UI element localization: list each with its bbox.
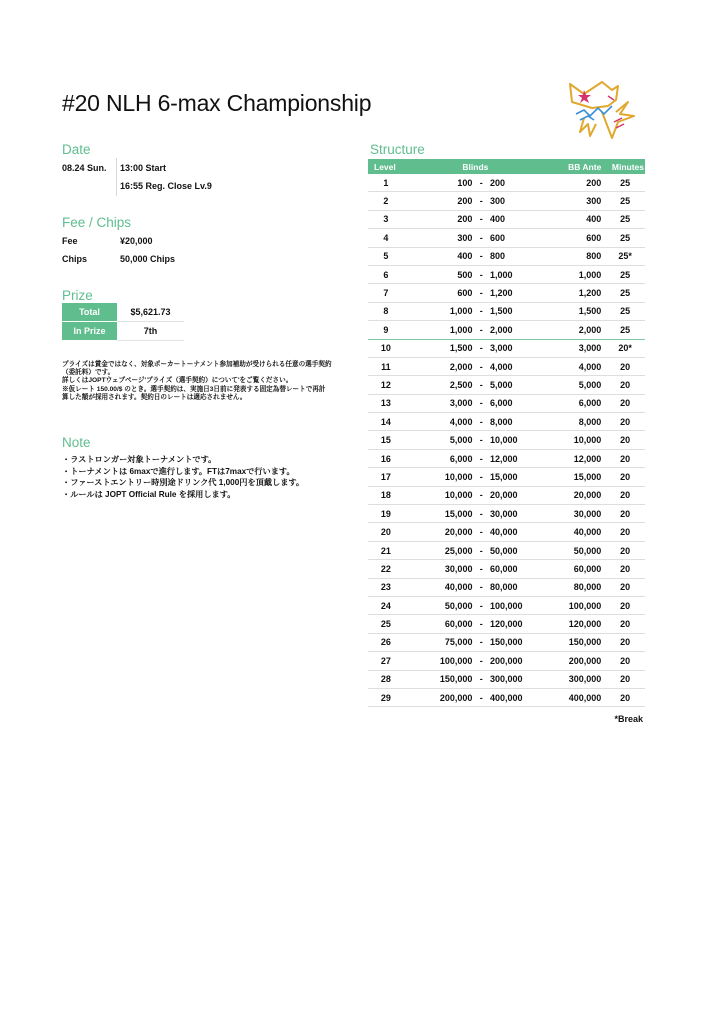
- small-blind-cell: 200,000: [404, 688, 473, 706]
- big-blind-cell: 20,000: [490, 486, 547, 504]
- level-cell: 15: [368, 431, 404, 449]
- big-blind-cell: 300: [490, 192, 547, 210]
- structure-row: [368, 192, 645, 210]
- big-blind-cell: 6,000: [490, 394, 547, 412]
- level-cell: 16: [368, 449, 404, 467]
- level-cell: 14: [368, 413, 404, 431]
- big-blind-cell: 200,000: [490, 652, 547, 670]
- bb-ante-cell: 1,500: [547, 302, 601, 320]
- bb-ante-cell: 600: [547, 229, 601, 247]
- small-blind-cell: 2,500: [404, 376, 473, 394]
- big-blind-cell: 1,000: [490, 265, 547, 283]
- minutes-cell: 20: [601, 357, 645, 375]
- blinds-dash: -: [472, 615, 489, 633]
- small-blind-cell: 10,000: [404, 468, 473, 486]
- bb-ante-cell: 150,000: [547, 633, 601, 651]
- level-cell: 2: [368, 192, 404, 210]
- level-cell: 19: [368, 505, 404, 523]
- bb-ante-cell: 30,000: [547, 505, 601, 523]
- bb-ante-cell: 400,000: [547, 688, 601, 706]
- big-blind-cell: 80,000: [490, 578, 547, 596]
- blinds-dash: -: [472, 339, 489, 357]
- level-cell: 3: [368, 210, 404, 228]
- structure-row: [368, 265, 645, 283]
- big-blind-cell: 400: [490, 210, 547, 228]
- structure-row: [368, 615, 645, 633]
- small-blind-cell: 5,000: [404, 431, 473, 449]
- blinds-dash: -: [472, 431, 489, 449]
- big-blind-cell: 200: [490, 174, 547, 192]
- big-blind-cell: 120,000: [490, 615, 547, 633]
- level-cell: 4: [368, 229, 404, 247]
- level-cell: 1: [368, 174, 404, 192]
- minutes-cell: 25: [601, 210, 645, 228]
- minutes-cell: 25: [601, 302, 645, 320]
- minutes-cell: 20: [601, 633, 645, 651]
- blinds-dash: -: [472, 192, 489, 210]
- big-blind-cell: 4,000: [490, 357, 547, 375]
- small-blind-cell: 25,000: [404, 541, 473, 559]
- blinds-dash: -: [472, 210, 489, 228]
- structure-row: [368, 560, 645, 578]
- blinds-dash: -: [472, 486, 489, 504]
- small-blind-cell: 50,000: [404, 596, 473, 614]
- blinds-dash: -: [472, 560, 489, 578]
- bb-ante-cell: 800: [547, 247, 601, 265]
- minutes-cell: 20: [601, 449, 645, 467]
- big-blind-cell: 30,000: [490, 505, 547, 523]
- col-level: Level: [368, 159, 404, 174]
- note-item: ・ラストロンガー対象トーナメントです。: [62, 455, 217, 464]
- small-blind-cell: 500: [404, 265, 473, 283]
- bb-ante-cell: 300,000: [547, 670, 601, 688]
- big-blind-cell: 60,000: [490, 560, 547, 578]
- structure-header-row: [368, 159, 645, 174]
- level-cell: 20: [368, 523, 404, 541]
- level-cell: 9: [368, 321, 404, 339]
- big-blind-cell: 400,000: [490, 688, 547, 706]
- disclaimer-line: プライズは賞金ではなく、対象ポーカートーナメント参加補助が受けられる任意の選手契約: [62, 361, 332, 368]
- big-blind-cell: 8,000: [490, 413, 547, 431]
- structure-row: [368, 229, 645, 247]
- prize-in-prize-label: In Prize: [62, 322, 117, 341]
- big-blind-cell: 15,000: [490, 468, 547, 486]
- small-blind-cell: 75,000: [404, 633, 473, 651]
- bb-ante-cell: 15,000: [547, 468, 601, 486]
- bb-ante-cell: 8,000: [547, 413, 601, 431]
- structure-row: [368, 431, 645, 449]
- minutes-cell: 25: [601, 265, 645, 283]
- structure-row: [368, 541, 645, 559]
- structure-row: [368, 284, 645, 302]
- prize-total-value: $5,621.73: [117, 303, 184, 322]
- small-blind-cell: 2,000: [404, 357, 473, 375]
- small-blind-cell: 30,000: [404, 560, 473, 578]
- structure-row: [368, 247, 645, 265]
- level-cell: 7: [368, 284, 404, 302]
- level-cell: 5: [368, 247, 404, 265]
- small-blind-cell: 1,500: [404, 339, 473, 357]
- small-blind-cell: 150,000: [404, 670, 473, 688]
- bb-ante-cell: 5,000: [547, 376, 601, 394]
- small-blind-cell: 600: [404, 284, 473, 302]
- big-blind-cell: 150,000: [490, 633, 547, 651]
- big-blind-cell: 50,000: [490, 541, 547, 559]
- level-cell: 13: [368, 394, 404, 412]
- prize-heading: Prize: [62, 288, 93, 303]
- big-blind-cell: 300,000: [490, 670, 547, 688]
- level-cell: 11: [368, 357, 404, 375]
- note-item: ・トーナメントは 6maxで進行します。FTは7maxで行います。: [62, 466, 295, 476]
- minutes-cell: 20: [601, 688, 645, 706]
- bb-ante-cell: 80,000: [547, 578, 601, 596]
- level-cell: 28: [368, 670, 404, 688]
- bb-ante-cell: 1,200: [547, 284, 601, 302]
- blinds-dash: -: [472, 688, 489, 706]
- bb-ante-cell: 200: [547, 174, 601, 192]
- col-blinds: Blinds: [404, 159, 547, 174]
- fee-value: ¥20,000: [120, 236, 153, 246]
- structure-row: [368, 174, 645, 192]
- small-blind-cell: 300: [404, 229, 473, 247]
- date-reg-close: 16:55 Reg. Close Lv.9: [120, 181, 212, 191]
- blinds-dash: -: [472, 284, 489, 302]
- minutes-cell: 20: [601, 670, 645, 688]
- chips-value: 50,000 Chips: [120, 254, 176, 264]
- note-heading: Note: [62, 435, 91, 450]
- big-blind-cell: 800: [490, 247, 547, 265]
- minutes-cell: 25: [601, 174, 645, 192]
- blinds-dash: -: [472, 578, 489, 596]
- level-cell: 8: [368, 302, 404, 320]
- structure-row: [368, 321, 645, 339]
- note-item: ・ファーストエントリー時別途ドリンク代 1,000円を頂戴します。: [62, 478, 305, 488]
- blinds-dash: -: [472, 652, 489, 670]
- date-day: 08.24 Sun.: [62, 163, 107, 173]
- structure-row: [368, 302, 645, 320]
- level-cell: 29: [368, 688, 404, 706]
- minutes-cell: 20: [601, 431, 645, 449]
- bb-ante-cell: 4,000: [547, 357, 601, 375]
- minutes-cell: 20*: [601, 339, 645, 357]
- minutes-cell: 20: [601, 578, 645, 596]
- big-blind-cell: 100,000: [490, 596, 547, 614]
- small-blind-cell: 100,000: [404, 652, 473, 670]
- blinds-dash: -: [472, 468, 489, 486]
- minutes-cell: 20: [601, 523, 645, 541]
- big-blind-cell: 5,000: [490, 376, 547, 394]
- structure-row: [368, 339, 645, 357]
- small-blind-cell: 100: [404, 174, 473, 192]
- minutes-cell: 25: [601, 192, 645, 210]
- blinds-dash: -: [472, 265, 489, 283]
- big-blind-cell: 12,000: [490, 449, 547, 467]
- structure-row: [368, 376, 645, 394]
- minutes-cell: 25: [601, 321, 645, 339]
- small-blind-cell: 4,000: [404, 413, 473, 431]
- break-note: *Break: [614, 714, 643, 724]
- small-blind-cell: 200: [404, 192, 473, 210]
- small-blind-cell: 1,000: [404, 321, 473, 339]
- level-cell: 6: [368, 265, 404, 283]
- prize-total-label: Total: [62, 303, 117, 322]
- bb-ante-cell: 20,000: [547, 486, 601, 504]
- chips-label: Chips: [62, 254, 88, 264]
- big-blind-cell: 40,000: [490, 523, 547, 541]
- small-blind-cell: 1,000: [404, 302, 473, 320]
- bb-ante-cell: 12,000: [547, 449, 601, 467]
- date-start: 13:00 Start: [120, 163, 167, 173]
- blinds-dash: -: [472, 394, 489, 412]
- minutes-cell: 25: [601, 229, 645, 247]
- structure-row: [368, 449, 645, 467]
- disclaimer-line: 算した額が採用されます。契約日のレートは適応されません。: [62, 393, 247, 401]
- bb-ante-cell: 50,000: [547, 541, 601, 559]
- level-cell: 24: [368, 596, 404, 614]
- structure-row: [368, 505, 645, 523]
- bb-ante-cell: 300: [547, 192, 601, 210]
- structure-row: [368, 670, 645, 688]
- structure-row: [368, 523, 645, 541]
- prize-disclaimer: [62, 361, 352, 402]
- structure-row: [368, 596, 645, 614]
- big-blind-cell: 1,200: [490, 284, 547, 302]
- structure-row: [368, 688, 645, 706]
- prize-row-in-prize: [62, 322, 184, 341]
- minutes-cell: 20: [601, 468, 645, 486]
- small-blind-cell: 6,000: [404, 449, 473, 467]
- structure-row: [368, 652, 645, 670]
- prize-in-prize-value: 7th: [117, 322, 184, 341]
- minutes-cell: 20: [601, 615, 645, 633]
- minutes-cell: 20: [601, 413, 645, 431]
- minutes-cell: 20: [601, 376, 645, 394]
- minutes-cell: 20: [601, 596, 645, 614]
- structure-row: [368, 468, 645, 486]
- disclaimer-line: 詳しくはJOPTウェブページ'プライズ（選手契約）について'をご覧ください。: [62, 377, 293, 385]
- blinds-dash: -: [472, 670, 489, 688]
- minutes-cell: 20: [601, 560, 645, 578]
- blinds-dash: -: [472, 247, 489, 265]
- bb-ante-cell: 10,000: [547, 431, 601, 449]
- minutes-cell: 20: [601, 486, 645, 504]
- small-blind-cell: 60,000: [404, 615, 473, 633]
- level-cell: 18: [368, 486, 404, 504]
- bb-ante-cell: 60,000: [547, 560, 601, 578]
- blinds-dash: -: [472, 633, 489, 651]
- blinds-dash: -: [472, 596, 489, 614]
- date-divider: [116, 158, 117, 196]
- level-cell: 26: [368, 633, 404, 651]
- small-blind-cell: 10,000: [404, 486, 473, 504]
- minutes-cell: 25: [601, 284, 645, 302]
- level-cell: 23: [368, 578, 404, 596]
- blinds-dash: -: [472, 357, 489, 375]
- big-blind-cell: 1,500: [490, 302, 547, 320]
- prize-table: [62, 303, 184, 341]
- small-blind-cell: 15,000: [404, 505, 473, 523]
- blinds-dash: -: [472, 413, 489, 431]
- small-blind-cell: 40,000: [404, 578, 473, 596]
- blinds-dash: -: [472, 376, 489, 394]
- structure-row: [368, 486, 645, 504]
- bb-ante-cell: 100,000: [547, 596, 601, 614]
- structure-row: [368, 633, 645, 651]
- blinds-dash: -: [472, 174, 489, 192]
- level-cell: 27: [368, 652, 404, 670]
- structure-table: [368, 159, 645, 707]
- structure-row: [368, 210, 645, 228]
- note-list: [62, 454, 362, 500]
- blinds-dash: -: [472, 321, 489, 339]
- big-blind-cell: 2,000: [490, 321, 547, 339]
- disclaimer-line: （委託料）です。: [62, 369, 115, 377]
- minutes-cell: 20: [601, 541, 645, 559]
- bb-ante-cell: 200,000: [547, 652, 601, 670]
- jopt-mascot-logo-icon: [562, 72, 640, 144]
- structure-heading: Structure: [370, 142, 425, 157]
- small-blind-cell: 400: [404, 247, 473, 265]
- fee-label: Fee: [62, 236, 78, 246]
- blinds-dash: -: [472, 302, 489, 320]
- bb-ante-cell: 40,000: [547, 523, 601, 541]
- structure-row: [368, 578, 645, 596]
- blinds-dash: -: [472, 449, 489, 467]
- blinds-dash: -: [472, 229, 489, 247]
- page-title: #20 NLH 6-max Championship: [62, 90, 372, 116]
- bb-ante-cell: 1,000: [547, 265, 601, 283]
- col-minutes: Minutes: [601, 159, 645, 174]
- blinds-dash: -: [472, 505, 489, 523]
- big-blind-cell: 10,000: [490, 431, 547, 449]
- structure-row: [368, 413, 645, 431]
- big-blind-cell: 3,000: [490, 339, 547, 357]
- minutes-cell: 20: [601, 505, 645, 523]
- level-cell: 17: [368, 468, 404, 486]
- bb-ante-cell: 3,000: [547, 339, 601, 357]
- level-cell: 10: [368, 339, 404, 357]
- bb-ante-cell: 2,000: [547, 321, 601, 339]
- small-blind-cell: 20,000: [404, 523, 473, 541]
- bb-ante-cell: 6,000: [547, 394, 601, 412]
- blinds-dash: -: [472, 523, 489, 541]
- small-blind-cell: 3,000: [404, 394, 473, 412]
- date-heading: Date: [62, 142, 91, 157]
- big-blind-cell: 600: [490, 229, 547, 247]
- minutes-cell: 20: [601, 652, 645, 670]
- small-blind-cell: 200: [404, 210, 473, 228]
- disclaimer-line: ※仮レート 150.00/$ のとき。選手契約は、実施日3日前に発表する固定為替レートで再計: [62, 385, 326, 393]
- col-bb-ante: BB Ante: [547, 159, 601, 174]
- fee-chips-heading: Fee / Chips: [62, 215, 132, 230]
- prize-row-total: [62, 303, 184, 322]
- minutes-cell: 20: [601, 394, 645, 412]
- level-cell: 21: [368, 541, 404, 559]
- structure-row: [368, 357, 645, 375]
- structure-row: [368, 394, 645, 412]
- note-item: ・ルールは JOPT Official Rule を採用します。: [62, 489, 236, 499]
- blinds-dash: -: [472, 541, 489, 559]
- bb-ante-cell: 400: [547, 210, 601, 228]
- bb-ante-cell: 120,000: [547, 615, 601, 633]
- minutes-cell: 25*: [601, 247, 645, 265]
- level-cell: 25: [368, 615, 404, 633]
- level-cell: 12: [368, 376, 404, 394]
- level-cell: 22: [368, 560, 404, 578]
